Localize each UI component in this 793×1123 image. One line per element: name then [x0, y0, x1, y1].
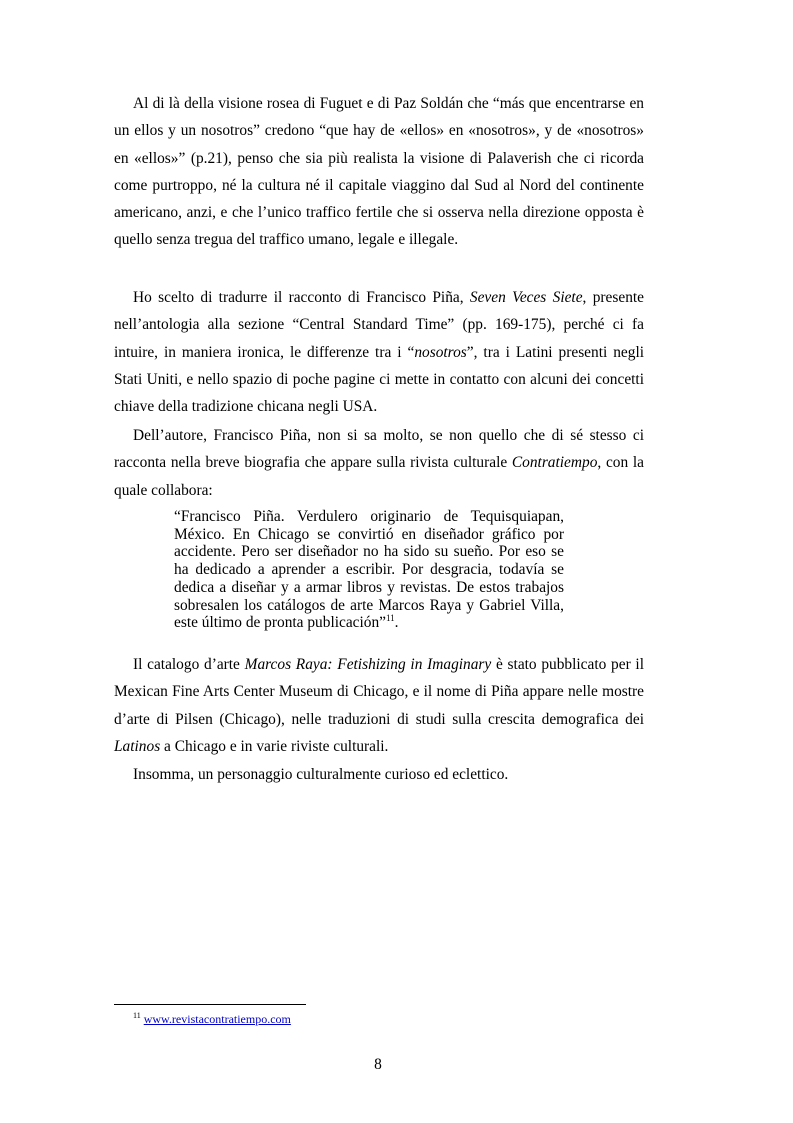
paragraph-text: a Chicago e in varie riviste culturali. — [160, 737, 389, 755]
footnote-separator — [114, 1004, 306, 1005]
catalog-title: Marcos Raya: Fetishizing in Imaginary — [244, 656, 492, 673]
footnote-reference[interactable]: 11 — [385, 613, 395, 624]
paragraph-text: Il catalogo d’arte — [133, 656, 245, 673]
magazine-title: Contratiempo — [511, 454, 598, 472]
paragraph-fuguet-paz-soldan — [114, 90, 644, 254]
paragraph-text: , con la quale collabora: — [114, 454, 645, 499]
block-quote-biography — [174, 508, 564, 632]
footnote — [133, 1011, 291, 1027]
paragraph-translation-choice — [114, 284, 644, 420]
paragraph-conclusion — [114, 761, 644, 788]
footnote-number: 11 — [133, 1011, 141, 1020]
term-latinos: Latinos — [114, 737, 161, 755]
paragraph-text: ”, tra i Latini presenti negli Stati Uniti, e nello spazio di poche pagine ci mette in contatto con alcuni dei concetti chiave della tradizione chicana negli USA. — [114, 343, 644, 416]
story-title: Seven Veces Siete — [469, 289, 583, 306]
paragraph-catalog — [114, 651, 644, 760]
quote-text: “Francisco Piña. Verdulero originario de Tequisquiapan, México. En Chicago se convirtió en diseñador gráfico por accidente. Pero ser diseñador no ha sido su sueño. Por eso se ha dedicado a aprender a escribir. Por desgracia, todavía se dedica a diseñar y a armar libros y revistas. De estos trabajos sobresalen los catálogos de arte Marcos Raya y Gabriel Villa, este último de pronta publicación” — [174, 508, 564, 632]
page-number: 8 — [374, 1056, 382, 1073]
paragraph-author-intro — [114, 422, 644, 504]
footnote-link[interactable]: www.revistacontratiempo.com — [143, 1012, 291, 1026]
paragraph-text: Ho scelto di tradurre il racconto di Francisco Piña, — [133, 289, 470, 306]
paragraph-text: Insomma, un personaggio culturalmente curioso ed eclettico. — [133, 766, 509, 783]
paragraph-text: , presente nell’antologia alla sezione “Central Standard Time” (pp. 169-175), perché ci fa intuire, in maniera ironica, le differenze tra i “ — [114, 289, 644, 361]
paragraph-text: è stato pubblicato per il Mexican Fine Arts Center Museum di Chicago, e il nome di Piña appare nelle mostre d’arte di Pilsen (Chicago), nelle traduzioni di studi sulla crescita demografica dei — [114, 656, 644, 728]
quote-end: . — [394, 614, 399, 632]
term-nosotros: nosotros — [414, 343, 467, 361]
paragraph-text: Dell’autore, Francisco Piña, non si sa molto, se non quello che di sé stesso ci racconta nella breve biografia che appare sulla rivista culturale — [114, 427, 644, 472]
paragraph-text: Al di là della visione rosea di Fuguet e di Paz Soldán che “más que encentrarse en un ellos y un nosotros” credono “que hay de «ellos» en «nosotros», y de «nosotros» en «ellos»” (p.21), penso che sia più realista la visione di Palaverish che ci ricorda come purtroppo, né la cultura né il capitale viaggino dal Sud al Nord del continente americano, anzi, e che l’unico traffico fertile che si osserva nella direzione opposta è quello senza tregua del traffico umano, legale e illegale. — [114, 95, 644, 249]
